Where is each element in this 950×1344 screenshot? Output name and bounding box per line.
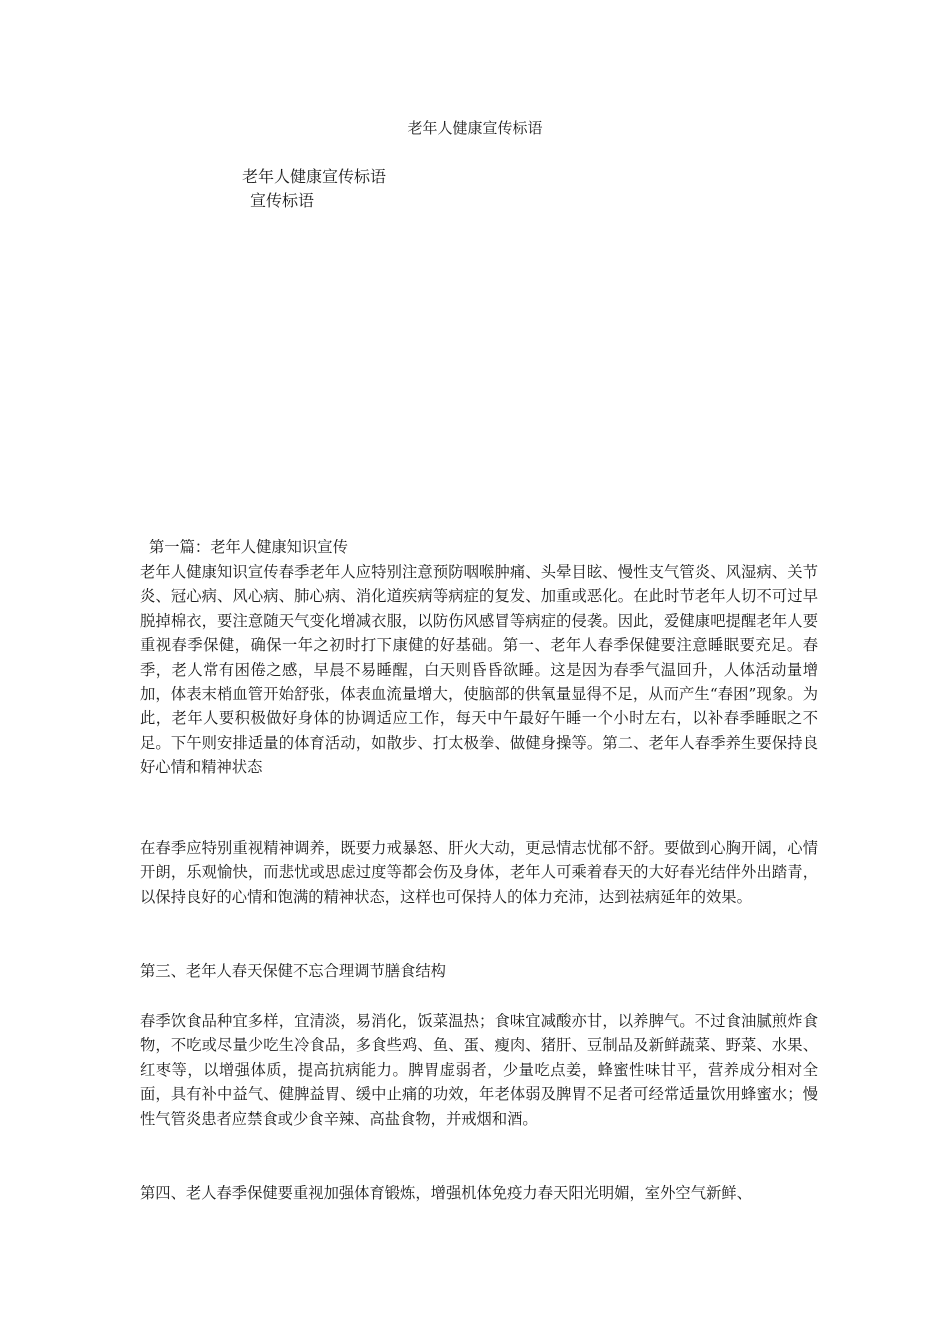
subtitle-line-1: 老年人健康宣传标语 <box>242 167 387 186</box>
paragraph-1: 老年人健康知识宣传春季老年人应特别注意预防咽喉肿痛、头晕目眩、慢性支气管炎、风湿病、关节炎、冠心病、风心病、肺心病、消化道疾病等病症的复发、加重或恶化。在此时节老年人切不可过早脱掉棉衣，要注意随天气变化增减衣服，以防伤风感冒等病症的侵袭。因此，爱健康吧提醒老年人要重视春季保健，确保一年之初时打下康健的好基础。第一、老年人春季保健要注意睡眠要充足。春季，老人常有困倦之感，早晨不易睡醒，白天则昏昏欲睡。这是因为春季气温回升，人体活动量增加，体表末梢血管开始舒张，体表血流量增大，使脑部的供氧量显得不足，从而产生“春困”现象。为此，老年人要积极做好身体的协调适应工作，每天中午最好午睡一个小时左右，以补春季睡眠之不足。下午则安排适量的体育活动，如散步、打太极拳、做健身操等。第二、老年人春季养生要保持良好心情和精神状态 <box>140 563 818 777</box>
subtitle-line-2: 宣传标语 <box>250 191 315 210</box>
paragraph-3: 春季饮食品种宜多样，宜清淡，易消化，饭菜温热；食味宜减酸亦甘，以养脾气。不过食油腻煎炸食物，不吃或尽量少吃生冷食品，多食些鸡、鱼、蛋、瘦肉、猪肝、豆制品及新鲜蔬菜、野菜、水果、红枣等，以增强体质，提高抗病能力。脾胃虚弱者，少量吃点姜，蜂蜜性味甘平，营养成分相对全面，具有补中益气、健脾益胃、缓中止痛的功效，年老体弱及脾胃不足者可经常适量饮用蜂蜜水；慢性气管炎患者应禁食或少食辛辣、高盐食物，并戒烟和酒。 <box>140 1012 818 1128</box>
section-heading-3: 第三、老年人春天保健不忘合理调节膳食结构 <box>140 962 446 980</box>
document-title: 老年人健康宣传标语 <box>407 119 543 137</box>
paragraph-2: 在春季应特别重视精神调养，既要力戒暴怒、肝火大动，更忌情志忧郁不舒。要做到心胸开阔，心情开朗，乐观愉快，而悲忧或思虑过度等都会伤及身体，老年人可乘着春天的大好春光结伴外出踏青，以保持良好的心情和饱满的精神状态，这样也可保持人的体力充沛，达到祛病延年的效果。 <box>140 839 818 906</box>
paragraph-4: 第四、老人春季保健要重视加强体育锻炼，增强机体免疫力春天阳光明媚，室外空气新鲜、 <box>140 1184 752 1202</box>
chapter-heading: 第一篇：老年人健康知识宣传 <box>149 538 348 556</box>
